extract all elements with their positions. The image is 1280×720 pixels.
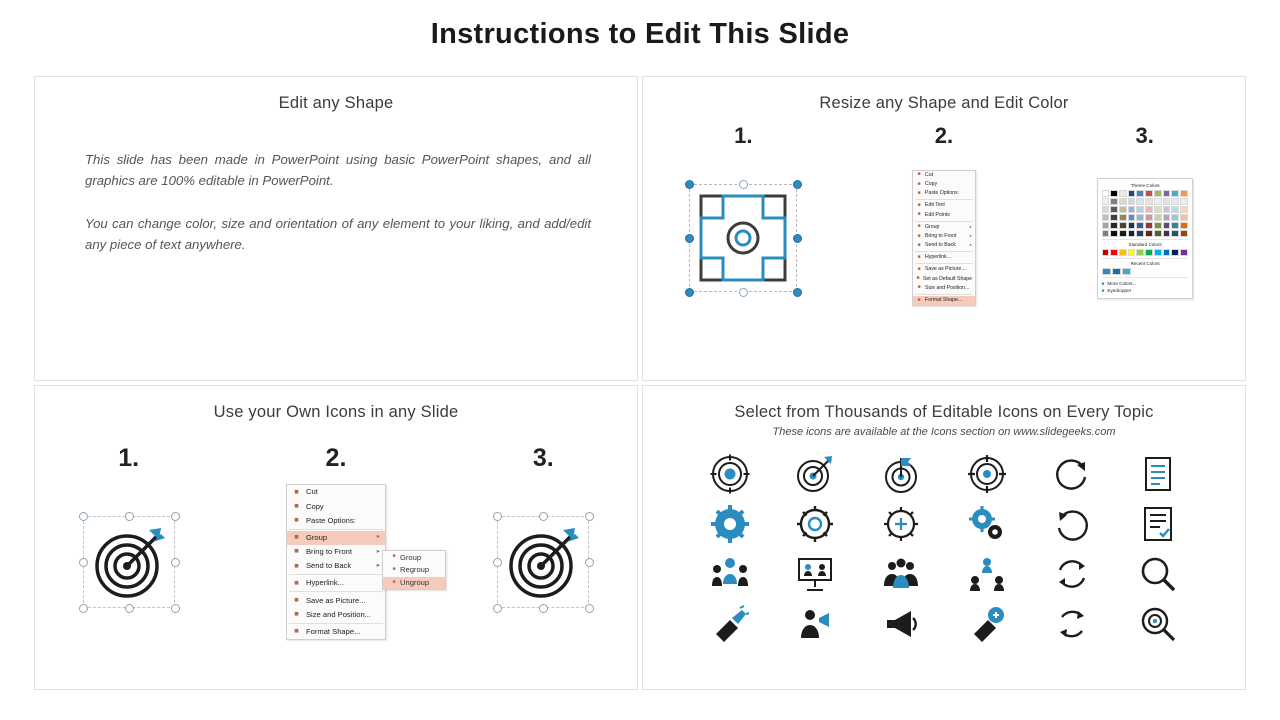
more-colors-item[interactable] xyxy=(1102,280,1188,287)
menu-item-label: Format Shape... xyxy=(305,627,361,637)
shape-with-handles[interactable] xyxy=(689,184,797,292)
menu-item-format-shape[interactable] xyxy=(287,625,385,639)
hyperlink-icon: ■ xyxy=(294,577,299,587)
menu-item-label: Size and Position... xyxy=(924,284,970,291)
target-dart-icon[interactable] xyxy=(793,452,837,496)
color-swatch[interactable] xyxy=(1171,222,1179,229)
color-swatch[interactable] xyxy=(1136,249,1144,256)
menu-item-label: Edit Points xyxy=(924,211,950,218)
menu-item-group[interactable] xyxy=(913,223,975,232)
color-swatch[interactable] xyxy=(1128,190,1136,197)
color-swatch[interactable] xyxy=(1171,214,1179,221)
color-swatch[interactable] xyxy=(1163,190,1171,197)
menu-item-regroup[interactable] xyxy=(383,564,445,577)
color-swatch[interactable] xyxy=(1110,214,1118,221)
editable-icons-subtitle: These icons are available at the Icons section on www.slidegeeks.com xyxy=(772,426,1116,438)
menu-item-label: Ungroup xyxy=(399,578,430,588)
menu-item-label: Copy xyxy=(924,180,938,187)
color-swatch[interactable] xyxy=(1119,214,1127,221)
color-swatch[interactable] xyxy=(1136,222,1144,229)
checklist-document-icon[interactable] xyxy=(1136,502,1180,546)
color-swatch[interactable] xyxy=(1145,190,1153,197)
menu-separator xyxy=(915,199,973,200)
paste-icon: ■ xyxy=(917,189,921,196)
resize-handle-sw[interactable] xyxy=(493,604,502,613)
theme-tint-row-5 xyxy=(1102,230,1188,237)
color-swatch[interactable] xyxy=(1154,198,1162,205)
theme-colors-row xyxy=(1102,190,1188,197)
color-swatch[interactable] xyxy=(1180,190,1188,197)
picker-separator xyxy=(1102,258,1188,259)
magnifier-icon[interactable] xyxy=(1136,552,1180,596)
menu-icon: ■ xyxy=(392,566,396,573)
menu-item-paste-options[interactable] xyxy=(287,513,385,527)
resize-step-1 xyxy=(653,123,833,313)
menu-item-size-and-position[interactable] xyxy=(287,608,385,622)
color-swatch[interactable] xyxy=(1154,230,1162,237)
recent-colors-row xyxy=(1102,268,1188,275)
resize-handle-sw[interactable] xyxy=(79,604,88,613)
color-swatch[interactable] xyxy=(1102,230,1110,237)
color-swatch[interactable] xyxy=(1145,214,1153,221)
panel-editable-icons xyxy=(642,385,1246,690)
panel-title-editable-icons: Select from Thousands of Editable Icons on Every Topic xyxy=(734,403,1154,421)
color-swatch[interactable] xyxy=(1102,249,1110,256)
group-icon: ■ xyxy=(294,532,299,542)
color-swatch[interactable] xyxy=(1163,214,1171,221)
copy-icon: ■ xyxy=(917,180,921,187)
send-back-icon: ■ xyxy=(294,560,299,570)
own-icons-step-2-art xyxy=(226,487,446,637)
menu-item-label: Group xyxy=(924,223,940,230)
standard-colors-label: Standard Colors xyxy=(1128,241,1162,247)
target-dart-grouped[interactable] xyxy=(497,516,589,608)
resize-handle-n[interactable] xyxy=(125,512,134,521)
theme-tint-row-1 xyxy=(1102,198,1188,205)
menu-separator xyxy=(915,221,973,222)
color-swatch[interactable] xyxy=(1180,230,1188,237)
presentation-team-icon[interactable] xyxy=(793,552,837,596)
color-swatch[interactable] xyxy=(1171,190,1179,197)
menu-item-group[interactable] xyxy=(287,531,385,545)
color-swatch[interactable] xyxy=(1171,198,1179,205)
recent-colors-label: Recent Colors xyxy=(1130,260,1160,266)
resize-handle-e[interactable] xyxy=(171,558,180,567)
megaphone-up-icon[interactable] xyxy=(708,602,752,646)
theme-tint-row-2 xyxy=(1102,206,1188,213)
chevron-right-icon: ▸ xyxy=(376,533,380,541)
menu-item-set-as-default-shape[interactable] xyxy=(913,275,975,284)
resize-step-1-number: 1. xyxy=(734,123,753,148)
color-swatch[interactable] xyxy=(1128,214,1136,221)
color-swatch[interactable] xyxy=(1112,268,1121,275)
color-swatch[interactable] xyxy=(1171,230,1179,237)
menu-item-format-shape[interactable] xyxy=(913,296,975,305)
menu-item-paste-options[interactable] xyxy=(913,189,975,198)
color-swatch[interactable] xyxy=(1128,206,1136,213)
selection-frame xyxy=(497,516,589,608)
menu-item-label: Format Shape... xyxy=(924,297,963,304)
gear-settings-icon[interactable] xyxy=(879,502,923,546)
color-swatch[interactable] xyxy=(1163,222,1171,229)
menu-item-edit-points[interactable] xyxy=(913,211,975,220)
resize-handle-nw[interactable] xyxy=(79,512,88,521)
menu-item-label: Send to Back xyxy=(924,242,956,249)
color-swatch[interactable] xyxy=(1180,222,1188,229)
menu-item-hyperlink[interactable] xyxy=(287,576,385,590)
color-swatch[interactable] xyxy=(1180,249,1188,256)
menu-separator xyxy=(289,591,383,592)
color-swatch[interactable] xyxy=(1119,230,1127,237)
own-icons-step-1-number: 1. xyxy=(118,444,140,472)
default-shape-icon: ■ xyxy=(916,275,920,282)
target-search-icon[interactable] xyxy=(1136,602,1180,646)
chevron-right-icon: ▸ xyxy=(376,561,380,569)
color-swatch[interactable] xyxy=(1154,190,1162,197)
send-back-icon: ■ xyxy=(917,241,921,248)
resize-step-3 xyxy=(1055,123,1235,313)
resize-handle-ne[interactable] xyxy=(585,512,594,521)
menu-item-label: Bring to Front xyxy=(305,547,352,557)
color-swatch[interactable] xyxy=(1154,249,1162,256)
menu-item-copy[interactable] xyxy=(287,499,385,513)
chevron-right-icon: ▸ xyxy=(969,242,972,248)
menu-item-label: Hyperlink... xyxy=(924,254,951,261)
color-swatch[interactable] xyxy=(1171,249,1179,256)
cycle-arrows-icon[interactable] xyxy=(1050,552,1094,596)
color-swatch[interactable] xyxy=(1145,222,1153,229)
picker-separator xyxy=(1102,239,1188,240)
color-swatch[interactable] xyxy=(1122,268,1131,275)
size-position-icon: ■ xyxy=(917,284,921,291)
eyedropper-icon: ■ xyxy=(1101,287,1105,293)
menu-separator xyxy=(289,529,383,530)
color-swatch[interactable] xyxy=(1180,206,1188,213)
color-swatch[interactable] xyxy=(1102,198,1110,205)
color-swatch[interactable] xyxy=(1163,230,1171,237)
own-icons-step-3-art xyxy=(453,487,633,637)
resize-handle-s[interactable] xyxy=(739,288,748,297)
color-swatch[interactable] xyxy=(1136,230,1144,237)
color-swatch[interactable] xyxy=(1163,198,1171,205)
gear-outline-icon[interactable] xyxy=(793,502,837,546)
resize-step-2-number: 2. xyxy=(934,123,954,148)
color-swatch[interactable] xyxy=(1119,249,1127,256)
megaphone-icon[interactable] xyxy=(879,602,923,646)
color-swatch[interactable] xyxy=(1145,206,1153,213)
theme-colors-label: Theme Colors xyxy=(1130,182,1160,188)
color-swatch[interactable] xyxy=(1154,222,1162,229)
save-picture-icon: ■ xyxy=(294,594,299,604)
menu-item-label: Cut xyxy=(924,171,934,178)
color-swatch[interactable] xyxy=(1102,222,1110,229)
color-swatch[interactable] xyxy=(1119,198,1127,205)
menu-item-size-and-position[interactable] xyxy=(913,284,975,293)
menu-item-save-as-picture[interactable] xyxy=(287,593,385,607)
resize-step-3-number: 3. xyxy=(1135,123,1154,148)
color-swatch[interactable] xyxy=(1145,198,1153,205)
standard-colors-row xyxy=(1102,249,1188,256)
menu-icon: ■ xyxy=(392,579,396,586)
team-network-icon[interactable] xyxy=(965,552,1009,596)
copy-icon: ■ xyxy=(294,500,299,510)
hyperlink-icon: ■ xyxy=(917,253,921,260)
resize-handle-se[interactable] xyxy=(585,604,594,613)
color-swatch[interactable] xyxy=(1110,222,1118,229)
group-submenu[interactable] xyxy=(382,550,446,590)
menu-item-label: Save as Picture... xyxy=(924,266,966,273)
menu-item-send-to-back[interactable] xyxy=(913,241,975,250)
resize-handle-ne[interactable] xyxy=(793,180,802,189)
color-swatch[interactable] xyxy=(1102,206,1110,213)
color-swatch[interactable] xyxy=(1128,230,1136,237)
document-list-icon[interactable] xyxy=(1136,452,1180,496)
color-swatch[interactable] xyxy=(1145,230,1153,237)
resize-handle-w[interactable] xyxy=(79,558,88,567)
menu-item-copy[interactable] xyxy=(913,180,975,189)
menu-item-label: Cut xyxy=(305,487,318,497)
eyedropper-item[interactable] xyxy=(1102,287,1188,294)
own-icons-step-3 xyxy=(453,444,633,637)
rotate-arrow-icon[interactable] xyxy=(1050,502,1094,546)
resize-step-2 xyxy=(854,123,1034,313)
menu-item-group[interactable] xyxy=(383,551,445,564)
target-dart-selected[interactable] xyxy=(83,516,175,608)
color-swatch[interactable] xyxy=(1154,206,1162,213)
resize-handle-e[interactable] xyxy=(793,234,802,243)
edit-points-icon: ■ xyxy=(917,211,921,218)
gears-pair-icon[interactable] xyxy=(965,502,1009,546)
color-swatch[interactable] xyxy=(1136,190,1144,197)
resize-shape-steps xyxy=(643,123,1245,313)
own-icons-step-1 xyxy=(39,444,219,637)
color-swatch[interactable] xyxy=(1119,206,1127,213)
resize-handle-sw[interactable] xyxy=(685,288,694,297)
gear-filled-icon[interactable] xyxy=(708,502,752,546)
menu-item-cut[interactable] xyxy=(287,485,385,499)
menu-item-label: Edit Text xyxy=(924,202,945,209)
color-swatch[interactable] xyxy=(1119,222,1127,229)
resize-handle-se[interactable] xyxy=(793,288,802,297)
own-icons-step-2-number: 2. xyxy=(325,444,347,472)
menu-item-send-to-back[interactable] xyxy=(287,559,385,573)
color-swatch[interactable] xyxy=(1163,206,1171,213)
target-circles-icon[interactable] xyxy=(708,452,752,496)
color-swatch[interactable] xyxy=(1110,198,1118,205)
panel-grid xyxy=(34,76,1246,694)
color-swatch[interactable] xyxy=(1128,249,1136,256)
bring-front-icon: ■ xyxy=(294,546,299,556)
target-crosshair-icon[interactable] xyxy=(965,452,1009,496)
color-swatch[interactable] xyxy=(1180,214,1188,221)
format-shape-icon: ■ xyxy=(294,626,299,636)
menu-item-hyperlink[interactable] xyxy=(913,253,975,262)
paste-icon: ■ xyxy=(294,515,299,525)
color-swatch[interactable] xyxy=(1136,198,1144,205)
menu-item-label: Size and Position... xyxy=(305,609,371,619)
format-shape-icon: ■ xyxy=(917,296,921,303)
eyedropper-item-label: Eyedropper xyxy=(1107,287,1132,293)
group-icon: ■ xyxy=(917,223,921,230)
more-colors-item-label: More Colors... xyxy=(1107,280,1137,286)
menu-icon: ■ xyxy=(392,553,396,560)
people-group-icon[interactable] xyxy=(708,552,752,596)
panel-title-edit-shape: Edit any Shape xyxy=(278,94,394,112)
color-swatch[interactable] xyxy=(1102,214,1110,221)
circular-arrows-icon[interactable] xyxy=(1050,602,1094,646)
resize-handle-s[interactable] xyxy=(125,604,134,613)
edit-shape-paragraph-2: You can change color, size and orientation of any element to your liking, and add/edit any piece of text anywhere. xyxy=(85,216,591,252)
menu-separator xyxy=(915,294,973,295)
palette-icon: ■ xyxy=(1101,280,1105,286)
color-swatch[interactable] xyxy=(1154,214,1162,221)
own-icons-steps xyxy=(35,444,637,637)
color-swatch[interactable] xyxy=(1119,190,1127,197)
bring-front-icon: ■ xyxy=(917,232,921,239)
own-icons-step-1-art xyxy=(39,487,219,637)
color-swatch[interactable] xyxy=(1128,198,1136,205)
resize-step-2-art xyxy=(854,163,1034,313)
menu-separator xyxy=(915,263,973,264)
scissors-icon: ■ xyxy=(917,171,921,178)
panel-resize-shape xyxy=(642,76,1246,381)
color-swatch[interactable] xyxy=(1102,268,1111,275)
resize-step-1-art xyxy=(653,163,833,313)
edit-text-icon: ■ xyxy=(917,201,921,208)
resize-handle-e[interactable] xyxy=(585,558,594,567)
menu-item-cut[interactable] xyxy=(913,171,975,180)
color-swatch[interactable] xyxy=(1110,190,1118,197)
resize-handle-se[interactable] xyxy=(171,604,180,613)
menu-item-bring-to-front[interactable] xyxy=(913,232,975,241)
resize-handle-ne[interactable] xyxy=(171,512,180,521)
color-swatch[interactable] xyxy=(1110,206,1118,213)
color-swatch[interactable] xyxy=(1110,249,1118,256)
menu-item-label: Send to Back xyxy=(305,561,352,571)
own-icons-step-2 xyxy=(226,444,446,637)
color-swatch[interactable] xyxy=(1163,249,1171,256)
chevron-right-icon: ▸ xyxy=(969,224,972,230)
person-speaker-icon[interactable] xyxy=(793,602,837,646)
menu-item-label: Paste Options: xyxy=(305,515,356,525)
target-dart-flag-icon[interactable] xyxy=(879,452,923,496)
color-swatch[interactable] xyxy=(1136,214,1144,221)
own-icons-step-3-number: 3. xyxy=(532,444,554,472)
chevron-right-icon: ▸ xyxy=(376,547,380,555)
menu-item-save-as-picture[interactable] xyxy=(913,265,975,274)
menu-item-label: Regroup xyxy=(399,565,430,575)
panel-title-own-icons: Use your Own Icons in any Slide xyxy=(213,403,459,421)
color-swatch[interactable] xyxy=(1171,206,1179,213)
resize-step-3-art xyxy=(1055,163,1235,313)
menu-item-ungroup[interactable] xyxy=(383,577,445,590)
menu-item-label: Hyperlink... xyxy=(305,578,344,588)
menu-item-label: Group xyxy=(399,552,422,562)
color-picker-popup[interactable] xyxy=(1097,178,1193,299)
megaphone-announce-icon[interactable] xyxy=(965,602,1009,646)
selection-frame xyxy=(689,184,797,292)
icon-gallery xyxy=(643,438,1245,646)
menu-item-label: Group xyxy=(305,532,328,542)
selection-frame xyxy=(83,516,175,608)
color-swatch[interactable] xyxy=(1136,206,1144,213)
menu-item-label: Bring to Front xyxy=(924,232,957,239)
theme-tint-row-4 xyxy=(1102,222,1188,229)
color-swatch[interactable] xyxy=(1145,249,1153,256)
menu-separator xyxy=(289,623,383,624)
menu-item-label: Save as Picture... xyxy=(305,595,366,605)
save-picture-icon: ■ xyxy=(917,266,921,273)
menu-item-label: Set as Default Shape xyxy=(922,275,972,282)
menu-item-edit-text[interactable] xyxy=(913,201,975,210)
size-position-icon: ■ xyxy=(294,609,299,619)
theme-tint-row-3 xyxy=(1102,214,1188,221)
edit-shape-paragraph-1: This slide has been made in PowerPoint using basic PowerPoint shapes, and all graphics are 100% editable in PowerPoint. xyxy=(85,152,591,188)
color-swatch[interactable] xyxy=(1102,190,1110,197)
group-context-menu[interactable] xyxy=(286,484,386,640)
scissors-icon: ■ xyxy=(294,486,299,496)
panel-edit-any-shape xyxy=(34,76,638,381)
menu-separator xyxy=(289,574,383,575)
crowd-people-icon[interactable] xyxy=(879,552,923,596)
menu-item-bring-to-front[interactable] xyxy=(287,545,385,559)
chevron-right-icon: ▸ xyxy=(969,233,972,239)
picker-separator xyxy=(1102,277,1188,278)
resize-handle-s[interactable] xyxy=(539,604,548,613)
menu-item-label: Copy xyxy=(305,501,324,511)
menu-item-label: Paste Options: xyxy=(924,190,960,197)
refresh-arrow-icon[interactable] xyxy=(1050,452,1094,496)
color-swatch[interactable] xyxy=(1128,222,1136,229)
page-title: Instructions to Edit This Slide xyxy=(430,18,850,50)
panel-title-resize-shape: Resize any Shape and Edit Color xyxy=(819,94,1069,112)
shape-context-menu[interactable] xyxy=(912,170,976,306)
edit-shape-text-block xyxy=(35,113,637,255)
menu-separator xyxy=(915,251,973,252)
color-swatch[interactable] xyxy=(1180,198,1188,205)
panel-own-icons xyxy=(34,385,638,690)
color-swatch[interactable] xyxy=(1110,230,1118,237)
